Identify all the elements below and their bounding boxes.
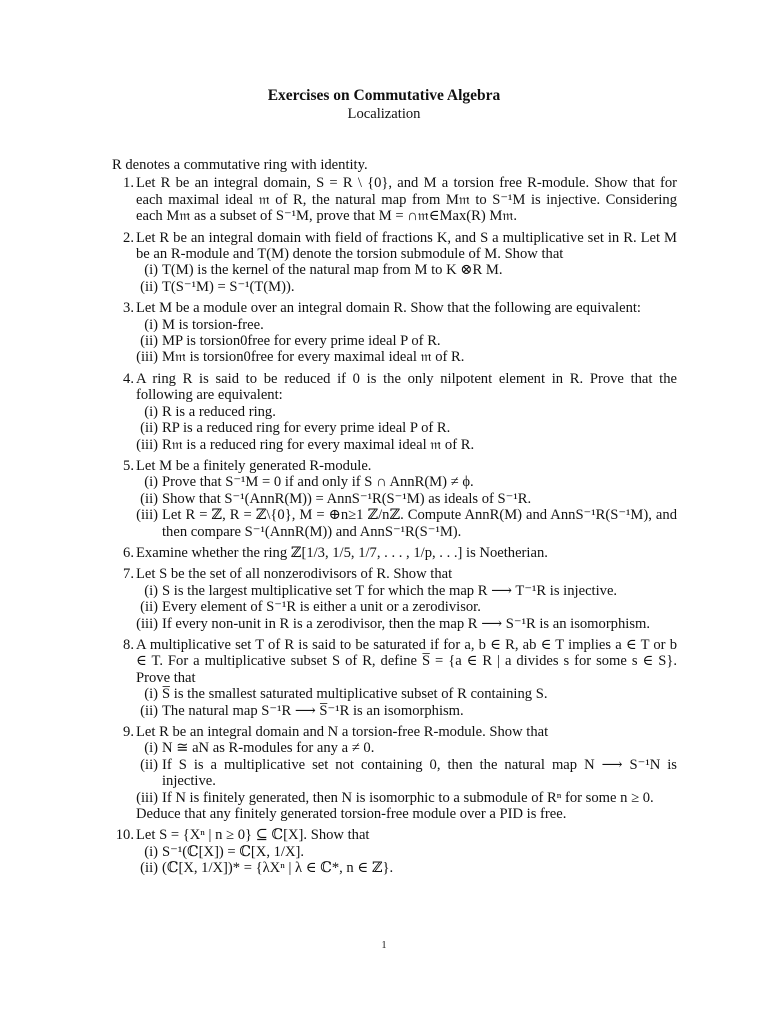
exercise-item: [112, 230, 677, 296]
subpart-item: [136, 349, 677, 365]
subpart-list: [136, 317, 677, 366]
exercise-item: [112, 371, 677, 453]
subpart-item: [136, 420, 677, 436]
subpart-number: (ii): [140, 860, 158, 877]
exercise-item: [112, 300, 677, 366]
subpart-text: R𝔪 is a reduced ring for every maximal ideal 𝔪 of R.: [162, 436, 475, 453]
subpart-item: [136, 279, 677, 295]
page-title: Exercises on Commutative Algebra: [267, 87, 501, 104]
exercise-text: Let R be an integral domain with field of fractions K, and S a multiplicative set in R. Let M be an R-module and T(M) denote the torsion submodule of M. Show that: [136, 229, 677, 263]
subpart-list: [136, 404, 677, 453]
subpart-text: T(S⁻¹M) = S⁻¹(T(M)).: [162, 278, 295, 295]
subpart-item: [136, 333, 677, 349]
exercise-text: Let M be a module over an integral domain R. Show that the following are equivalent:: [136, 300, 641, 317]
exercise-number: 5.: [123, 457, 134, 474]
subpart-item: [136, 599, 677, 615]
subpart-item: [136, 404, 677, 420]
subpart-item: [136, 860, 677, 876]
subpart-number: (i): [144, 474, 158, 491]
exercise-item: [112, 637, 677, 719]
exercise-number: 10.: [115, 827, 134, 844]
exercise-text: Let M be a finitely generated R-module.: [136, 457, 372, 474]
page-subtitle: Localization: [347, 106, 421, 122]
subpart-number: (i): [144, 686, 158, 703]
subpart-list: [136, 583, 677, 632]
subpart-item: [136, 583, 677, 599]
exercise-number: 9.: [123, 724, 134, 740]
exercise-number: 7.: [123, 566, 134, 583]
exercise-text: A ring R is said to be reduced if 0 is the only nilpotent element in R. Prove that the following are equivalent:: [136, 370, 677, 404]
subpart-text: S⁻¹(ℂ[X]) = ℂ[X, 1/X].: [162, 843, 305, 860]
subpart-number: (ii): [140, 490, 158, 507]
subpart-text: Show that S⁻¹(AnnR(M)) = AnnS⁻¹R(S⁻¹M) as ideals of S⁻¹R.: [162, 490, 532, 507]
subpart-number: (i): [144, 403, 158, 420]
subpart-item: [136, 844, 677, 860]
subpart-number: (i): [144, 843, 158, 860]
subpart-list: [136, 262, 677, 295]
subpart-text: T(M) is the kernel of the natural map from M to K ⊗R M.: [162, 262, 503, 279]
subpart-text: RP is a reduced ring for every prime ideal P of R.: [162, 420, 451, 437]
subpart-item: [136, 474, 677, 490]
exercise-text: Let S be the set of all nonzerodivisors of R. Show that: [136, 566, 453, 583]
subpart-number: (ii): [140, 333, 158, 350]
exercise-item: [112, 458, 677, 540]
subpart-number: (iii): [136, 436, 158, 453]
exercise-tail-text: Deduce that any finitely generated torsion-free module over a PID is free.: [136, 806, 567, 823]
subpart-item: [136, 507, 677, 540]
exercise-text: A multiplicative set T of R is said to be saturated if for a, b ∈ R, ab ∈ T implies a ∈ T or b ∈ T. For a multiplicative subset S of R, define S̅ = {a ∈ R | a divides s for some s ∈ S}. Prove that: [136, 636, 677, 686]
subpart-text: R is a reduced ring.: [162, 403, 276, 420]
subpart-item: [136, 616, 677, 632]
subpart-item: [136, 317, 677, 333]
subpart-text: Prove that S⁻¹M = 0 if and only if S ∩ AnnR(M) ≠ ϕ.: [162, 474, 474, 491]
intro-text: R denotes a commutative ring with identity.: [112, 157, 368, 173]
exercise-body: [112, 157, 677, 882]
exercise-text: Let S = {Xⁿ | n ≥ 0} ⊆ ℂ[X]. Show that: [136, 827, 370, 844]
exercise-number: 3.: [123, 300, 134, 317]
subpart-list: [136, 474, 677, 540]
subpart-number: (i): [144, 740, 158, 757]
subpart-text: S is the largest multiplicative set T for which the map R ⟶ T⁻¹R is injective.: [162, 582, 618, 599]
subpart-text: The natural map S⁻¹R ⟶ S̅⁻¹R is an isomorphism.: [162, 702, 464, 719]
subpart-text: M is torsion-free.: [162, 316, 264, 333]
exercise-item: [112, 724, 677, 822]
subpart-text: S̅ is the smallest saturated multiplicative subset of R containing S.: [162, 686, 548, 703]
exercise-text: Examine whether the ring ℤ[1/3, 1/5, 1/7, . . . , 1/p, . . .] is Noetherian.: [136, 544, 548, 561]
exercise-item: [112, 566, 677, 632]
subpart-text: Every element of S⁻¹R is either a unit or a zerodivisor.: [162, 599, 481, 616]
subpart-number: (iii): [136, 349, 158, 366]
subpart-item: [136, 703, 677, 719]
subpart-item: [136, 686, 677, 702]
exercise-list: [112, 175, 677, 876]
subpart-item: [136, 437, 677, 453]
exercise-item: [112, 175, 677, 224]
subpart-list: [136, 686, 677, 719]
exercise-number: 8.: [123, 636, 134, 653]
subpart-item: [136, 740, 677, 756]
subpart-number: (iii): [136, 615, 158, 632]
subpart-number: (i): [144, 262, 158, 279]
subpart-item: [136, 491, 677, 507]
exercise-text: Let R be an integral domain, S = R \ {0}, and M a torsion free R-module. Show that for each maximal ideal 𝔪 of R, the natural map from M𝔪 to S⁻¹M is injective. Considering each M𝔪 as a subset of S⁻¹M, prove that M = ∩𝔪∈Max(R) M𝔪.: [136, 175, 677, 225]
subpart-text: (ℂ[X, 1/X])* = {λXⁿ | λ ∈ ℂ*, n ∈ ℤ}.: [162, 860, 394, 877]
subpart-number: (i): [144, 582, 158, 599]
subpart-list: [136, 844, 677, 877]
subpart-number: (ii): [140, 420, 158, 437]
subpart-number: (ii): [140, 702, 158, 719]
subpart-list: [136, 740, 677, 806]
subpart-number: (iii): [136, 507, 158, 524]
exercise-number: 2.: [123, 229, 134, 246]
exercise-text: Let R be an integral domain and N a torsion-free R-module. Show that: [136, 724, 549, 740]
subpart-text: Let R = ℤ, R = ℤ\{0}, M = ⊕n≥1 ℤ/nℤ. Compute AnnR(M) and AnnS⁻¹R(S⁻¹M), and then compare S⁻¹(AnnR(M)) and AnnS⁻¹R(S⁻¹M).: [162, 507, 677, 540]
subpart-text: If S is a multiplicative set not containing 0, then the natural map N ⟶ S⁻¹N is injective.: [162, 756, 677, 790]
subpart-number: (ii): [140, 278, 158, 295]
subpart-number: (ii): [140, 599, 158, 616]
subpart-number: (i): [144, 316, 158, 333]
subpart-number: (iii): [136, 789, 158, 806]
subpart-text: If every non-unit in R is a zerodivisor, then the map R ⟶ S⁻¹R is an isomorphism.: [162, 615, 651, 632]
subpart-text: N ≅ aN as R-modules for any a ≠ 0.: [162, 740, 375, 757]
subpart-number: (ii): [140, 756, 158, 773]
exercise-item: [112, 827, 677, 876]
exercise-number: 6.: [123, 544, 134, 561]
subpart-text: M𝔪 is torsion0free for every maximal ideal 𝔪 of R.: [162, 349, 465, 366]
subpart-text: If N is finitely generated, then N is isomorphic to a submodule of Rⁿ for some n ≥ 0.: [162, 789, 654, 806]
subpart-item: [136, 262, 677, 278]
page-number: 1: [381, 940, 387, 951]
subpart-item: [136, 757, 677, 790]
exercise-number: 4.: [123, 370, 134, 387]
subpart-text: MP is torsion0free for every prime ideal P of R.: [162, 333, 441, 350]
exercise-item: [112, 545, 677, 561]
subpart-item: [136, 790, 677, 806]
exercise-number: 1.: [123, 175, 134, 192]
